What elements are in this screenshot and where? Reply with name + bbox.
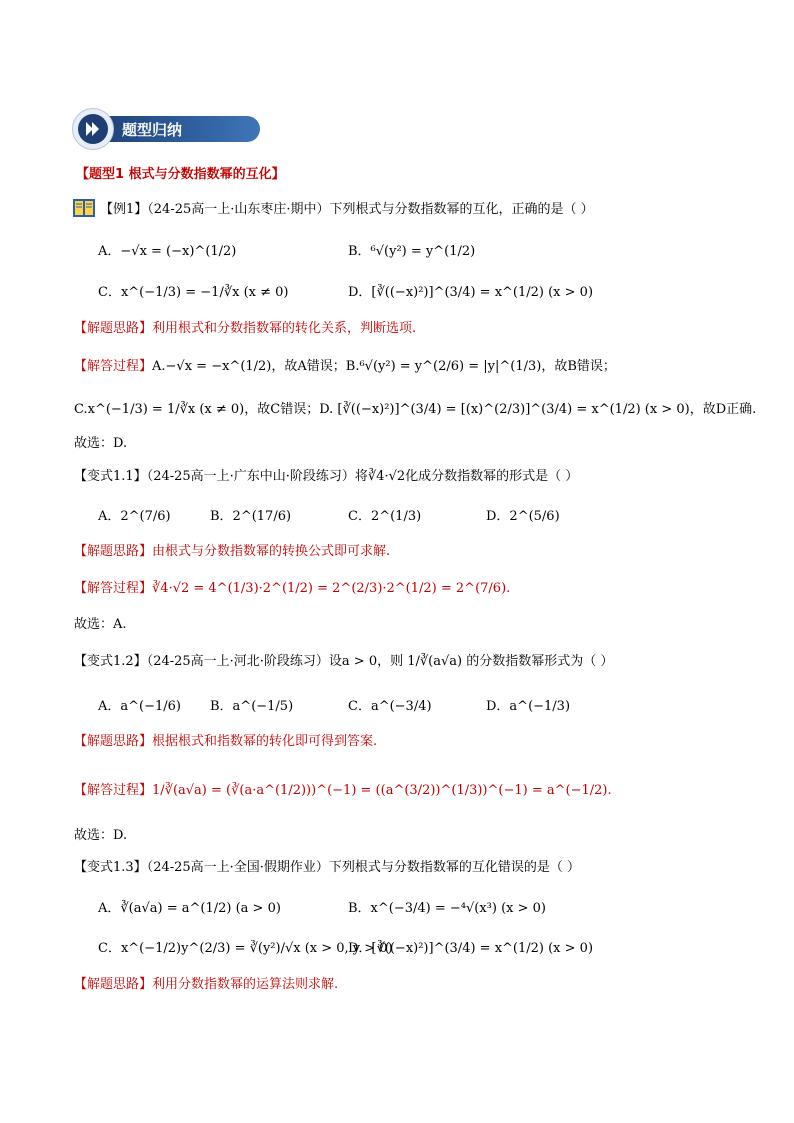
variant13-label: 【变式1.3】	[74, 860, 147, 875]
play-icon	[78, 114, 108, 144]
idea-label: 【解题思路】	[74, 977, 153, 992]
variant12-option-d: D．a^(−1/3)	[486, 699, 571, 714]
variant12-process	[74, 779, 612, 798]
example1-option-c: C．x^(−1/3) = −1/∛x (x ≠ 0)	[98, 285, 289, 300]
variant11-label: 【变式1.1】	[74, 469, 147, 484]
variant11-process	[74, 577, 510, 596]
idea-label: 【解题思路】	[74, 734, 153, 749]
variant13-option-c: C．x^(−1/2)y^(2/3) = ∛(y²)/√x (x > 0, y > 0)	[98, 941, 393, 956]
variant13-option-b: B．x^(−3/4) = −⁴√(x³) (x > 0)	[348, 901, 547, 916]
book-icon	[72, 196, 96, 220]
idea-label: 【解题思路】	[74, 321, 153, 336]
example1-option-b: B．⁶√(y²) = y^(1/2)	[348, 244, 476, 259]
process-label: 【解答过程】	[74, 581, 153, 596]
idea-text: 利用分数指数幂的运算法则求解.	[152, 977, 339, 992]
variant12-idea	[74, 730, 377, 749]
variant11-idea	[74, 540, 390, 559]
example1-process-line1	[74, 355, 616, 374]
process-text: ∛4·√2 = 4^(1/3)·2^(1/2) = 2^(2/3)·2^(1/2) = 2^(7/6).	[152, 581, 511, 596]
section-title: 【题型1 根式与分数指数幂的互化】	[76, 167, 285, 182]
example1-idea	[74, 317, 416, 336]
example1-stem: （24-25高一上·山东枣庄·期中）下列根式与分数指数幂的互化，正确的是（ ）	[147, 202, 594, 217]
variant12-option-c: C．a^(−3/4)	[348, 699, 432, 714]
variant12-label: 【变式1.2】	[74, 654, 147, 669]
variant12-answer: 故选：D.	[74, 828, 128, 843]
banner-title: 题型归纳	[122, 121, 183, 139]
example1-question	[100, 198, 594, 217]
idea-text: 由根式与分数指数幂的转换公式即可求解.	[152, 544, 391, 559]
variant13-option-a: A．∛(a√a) = a^(1/2) (a > 0)	[98, 901, 281, 916]
variant11-option-b: B．2^(17/6)	[210, 509, 292, 524]
variant13-question	[74, 856, 580, 875]
example1-process-line2: C.x^(−1/3) = 1/∛x (x ≠ 0)，故C错误；D. [∛((−x)²)]^(3/4) = [(x)^(2/3)]^(3/4) = x^(1/2) (x > 0)，故D正确.	[74, 402, 757, 417]
variant11-stem: （24-25高一上·广东中山·阶段练习）将∛4·√2化成分数指数幂的形式是（ ）	[146, 469, 579, 484]
process-text: A.−√x = −x^(1/2)，故A错误；B.⁶√(y²) = y^(2/6) = |y|^(1/3)，故B错误；	[152, 359, 616, 374]
variant12-stem: （24-25高一上·河北·阶段练习）设a > 0，则 1/∛(a√a) 的分数指数幂形式为（ ）	[146, 654, 614, 669]
section-banner	[72, 108, 260, 148]
variant13-stem: （24-25高一上·全国·假期作业）下列根式与分数指数幂的互化错误的是（ ）	[146, 860, 581, 875]
variant12-question	[74, 650, 613, 669]
idea-text: 利用根式和分数指数幂的转化关系，判断选项.	[152, 321, 417, 336]
variant11-answer: 故选：A.	[74, 617, 127, 632]
variant13-option-d: D．[∛((−x)²)]^(3/4) = x^(1/2) (x > 0)	[348, 941, 594, 956]
variant12-option-b: B．a^(−1/5)	[210, 699, 294, 714]
variant11-option-d: D．2^(5/6)	[486, 509, 560, 524]
variant12-option-a: A．a^(−1/6)	[98, 699, 181, 714]
idea-text: 根据根式和指数幂的转化即可得到答案.	[152, 734, 378, 749]
variant11-option-a: A．2^(7/6)	[98, 509, 171, 524]
example1-label: 【例1】	[100, 202, 148, 217]
process-text: 1/∛(a√a) = (∛(a·a^(1/2)))^(−1) = ((a^(3/2))^(1/3))^(−1) = a^(−1/2).	[152, 783, 612, 798]
variant11-question	[74, 465, 578, 484]
variant11-option-c: C．2^(1/3)	[348, 509, 422, 524]
process-label: 【解答过程】	[74, 783, 153, 798]
example1-answer: 故选：D.	[74, 436, 128, 451]
variant13-idea	[74, 973, 338, 992]
idea-label: 【解题思路】	[74, 544, 153, 559]
process-label: 【解答过程】	[74, 359, 153, 374]
example1-option-d: D．[∛((−x)²)]^(3/4) = x^(1/2) (x > 0)	[348, 285, 594, 300]
example1-option-a: A．−√x = (−x)^(1/2)	[98, 244, 237, 259]
banner-circle	[72, 108, 114, 150]
